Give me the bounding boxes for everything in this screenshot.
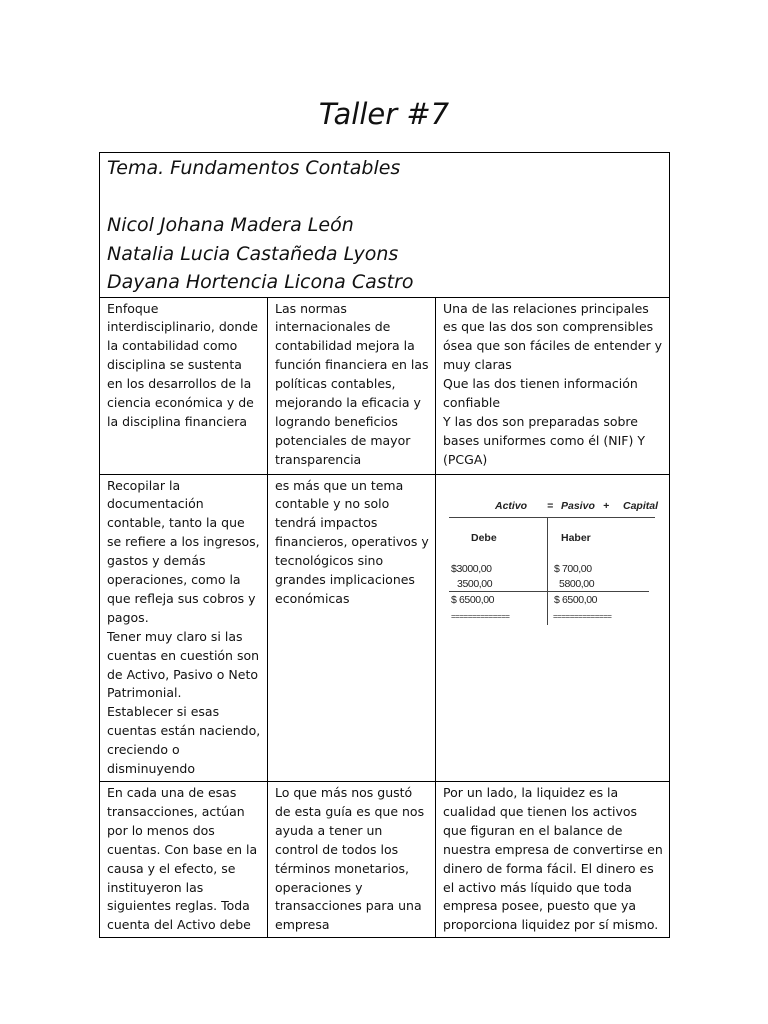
cell-text: es más que un tema contable y no solo tendrá impactos financieros, operativos y tecnológicos sino grandes implicaciones económicas — [275, 477, 429, 606]
haber-label: Haber — [561, 531, 591, 544]
cell-text: Enfoque interdisciplinario, donde la contabilidad como disciplina se sustenta en los desarrollos de la ciencia económica y de la disciplina financiera — [107, 300, 258, 429]
haber-value: 5800,00 — [559, 577, 595, 590]
topic-heading: Tema. Fundamentos Contables — [107, 157, 401, 179]
t-account-diagram — [443, 477, 663, 621]
table-cell — [100, 474, 268, 782]
author-name: Nicol Johana Madera León — [107, 214, 354, 236]
debe-double-rule: ============== — [451, 611, 510, 621]
content-table — [99, 152, 670, 938]
author-name: Dayana Hortencia Licona Castro — [107, 271, 414, 293]
cell-text: Lo que más nos gustó de esta guía es que nos ayuda a tener un control de todos los términos monetarios, operaciones y transacciones para una empresa — [275, 785, 425, 933]
table-row — [100, 782, 670, 938]
table-cell — [436, 782, 670, 938]
document-title: Taller #7 — [318, 97, 450, 131]
debe-total: $ 6500,00 — [451, 593, 495, 606]
table-cell — [100, 297, 268, 474]
table-cell — [268, 297, 436, 474]
table-row — [100, 297, 670, 474]
table-cell — [436, 297, 670, 474]
header-cell — [100, 153, 670, 298]
cell-text: Por un lado, la liquidez es la cualidad que tienen los activos que figuran en el balance de nuestra empresa de convertirse en dinero de forma fácil. El dinero es el activo más líquido que toda empresa posee, puesto que ya proporciona liquidez por sí mismo. — [443, 785, 663, 933]
equation-pasivo: Pasivo — [561, 499, 595, 512]
haber-total: $ 6500,00 — [554, 593, 598, 606]
t-account-divider — [547, 517, 548, 625]
debe-label: Debe — [471, 531, 497, 544]
equation-capital: Capital — [623, 499, 659, 512]
debe-value: 3500,00 — [457, 577, 493, 590]
cell-text: En cada una de esas transacciones, actúan por lo menos dos cuentas. Con base en la causa y el efecto, se instituyeron las siguientes reglas. Toda cuenta del Activo debe — [107, 785, 258, 933]
ledger-cell — [436, 474, 670, 782]
author-name: Natalia Lucia Castañeda Lyons — [107, 242, 399, 265]
header-row — [100, 153, 670, 298]
table-cell — [268, 782, 436, 938]
cell-text: Una de las relaciones principales es que las dos son comprensibles ósea que son fáciles de entender y muy claras Que las dos tienen información confiable Y las dos son preparadas sobre bases uniformes como él (NIF) Y (PCGA) — [443, 300, 662, 467]
haber-double-rule: ============== — [553, 611, 612, 621]
table-cell — [100, 782, 268, 938]
cell-text: Recopilar la documentación contable, tanto la que se refiere a los ingresos, gastos y demás operaciones, como la que refleja sus cobros y pagos. Tener muy claro si las cuentas en cuestión son de Activo, Pasivo o Neto Patrimonial. Establecer si esas cuentas están naciendo, creciendo o disminuyendo — [107, 477, 261, 777]
table-row — [100, 474, 670, 782]
equation-equals: = — [547, 499, 554, 512]
haber-value: $ 700,00 — [554, 562, 592, 575]
header-spacer — [107, 183, 663, 212]
cell-text: Las normas internacionales de contabilidad mejora la función financiera en las políticas contables, mejorando la eficacia y logrando beneficios potenciales de mayor transparencia — [275, 300, 429, 467]
equation-underline — [449, 517, 655, 518]
debe-value: $3000,00 — [451, 562, 492, 575]
equation-plus: + — [603, 499, 610, 512]
table-cell — [268, 474, 436, 782]
equation-activo: Activo — [495, 499, 528, 512]
